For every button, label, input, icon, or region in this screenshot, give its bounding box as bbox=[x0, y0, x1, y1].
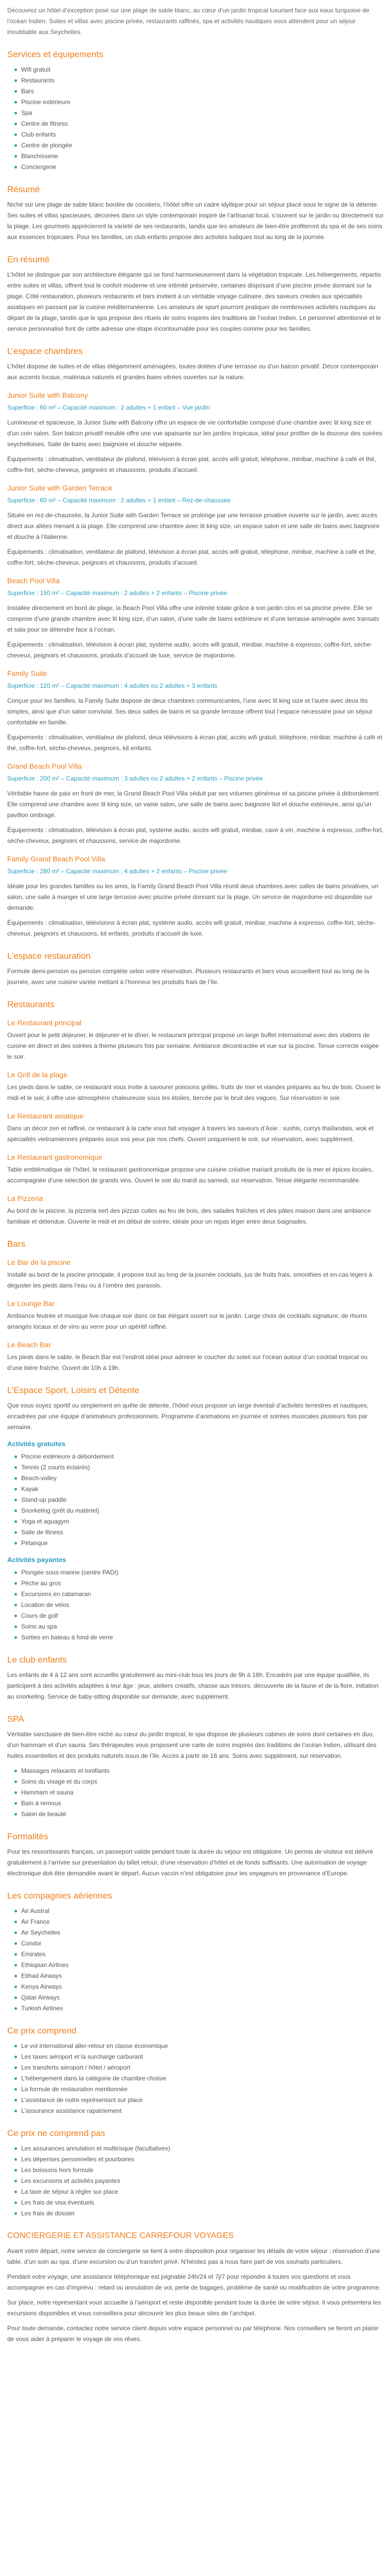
room-card bbox=[7, 575, 384, 661]
room-equipment: Équipements : climatisation, télévisions à écran plat, système audio, accès wifi gratuit, minibar, machine à expresso, coffre-fort, sèche-cheveux, peignoirs et chaussons, kit enfants, produits d’accueil de luxe. bbox=[7, 919, 376, 937]
sport-text: Que vous soyez sportif ou simplement en quête de détente, l’hôtel vous propose un large éventail d’activités terrestres et nautiques, encadrées par une équipe d’animateurs professionnels. Programme d’animations en journée et soirées musicales plusieurs fois par semaine. bbox=[7, 1402, 369, 1431]
free-activity-item: Salle de fitness bbox=[14, 1527, 384, 1538]
formalities-text: Pour les ressortissants français, un passeport valide pendant toute la durée du séjour est obligatoire. Un permis de visiteur est délivré gratuitement à l’arrivée sur présentation du billet retour, d’une réservation d’hôtel et de fonds suffisants. Une autorisation de voyage électronique doit être demandée avant le départ. Aucun vaccin n’est obligatoire pour les voyageurs en provenance d’Europe. bbox=[7, 1848, 373, 1877]
section-bars bbox=[7, 1239, 384, 1374]
bar-text: Les pieds dans le sable, le Beach Bar est l’endroit idéal pour admirer le coucher du soleil sur l’océan autour d’un cocktail tropical ou d’une bière fraîche. Ouvert de 10h à 19h. bbox=[7, 1353, 368, 1371]
room-name: Beach Pool Villa bbox=[7, 577, 60, 585]
section-spa bbox=[7, 1714, 384, 1820]
airline-item: Etihad Airways bbox=[14, 1971, 384, 1981]
services-list bbox=[7, 64, 384, 173]
formalities-title: Formalités bbox=[7, 1832, 48, 1841]
airline-item: Kenya Airways bbox=[14, 1981, 384, 1992]
rooms-title: L’espace chambres bbox=[7, 346, 83, 356]
spa-text: Véritable sanctuaire de bien-être niché au cœur du jardin tropical, le spa dispose de plusieurs cabines de soins dont certaines en duo, d’un hammam et d’un sauna. Ses thérapeutes vous proposent une carte de soins inspirés des traditions de l’océan Indien, utilisant des huiles essentielles et des produits naturels issus de l’île. Accès à partir de 16 ans. Soins avec supplément, sur réservation. bbox=[7, 1731, 377, 1759]
restaurant-card bbox=[7, 1193, 384, 1227]
airlines-title: Les compagnies aériennes bbox=[7, 1891, 112, 1901]
room-equipment: Équipements : climatisation, ventilateur de plafond, télévision à écran plat, accès wifi gratuit, téléphone, minibar, machine à café et thé, coffre-fort, sèche-cheveux, peignoirs et chaussons, produits d’accueil. bbox=[7, 455, 377, 473]
free-activity-item: Stand-up paddle bbox=[14, 1495, 384, 1505]
rooms-intro: L’hôtel dispose de suites et de villas élégamment aménagées, toutes dotées d’une terrasse ou d’un balcon privatif. Décor contemporain aux accents locaux, matériaux naturels et grandes baies vitrées ouvertes sur la nature. bbox=[7, 363, 379, 381]
room-name: Family Grand Beach Pool Villa bbox=[7, 855, 105, 863]
room-details: Superficie : 200 m² – Capacité maximum : 3 adultes ou 2 adultes + 2 enfants – Piscine privée bbox=[7, 775, 263, 782]
room-card bbox=[7, 854, 384, 939]
room-card bbox=[7, 483, 384, 568]
section-kids bbox=[7, 1654, 384, 1702]
restaurant-text: Table emblématique de l’hôtel, le restaurant gastronomique propose une cuisine créative mariant produits de la mer et épices locales, accompagnée d’une sélection de grands vins. Ouvert le soir du mardi au samedi, sur réservation. Tenue élégante recommandée. bbox=[7, 1166, 373, 1184]
dining-text: Formule demi-pension ou pension complète selon votre réservation. Plusieurs restaurants et bars vous accueillent tout au long de la journée, avec une cuisine variée mettant à l’honneur les produits frais de l’île. bbox=[7, 968, 369, 986]
concierge-title: CONCIERGERIE ET ASSISTANCE CARREFOUR VOYAGES bbox=[7, 2231, 234, 2240]
section-formalities bbox=[7, 1831, 384, 1879]
restaurant-name: Le Restaurant principal bbox=[7, 1019, 82, 1027]
airline-item: Turkish Airlines bbox=[14, 2003, 384, 2014]
room-name: Grand Beach Pool Villa bbox=[7, 762, 82, 770]
service-item: Centre de fitness bbox=[14, 118, 384, 129]
kids-text: Les enfants de 4 à 12 ans sont accueillis gratuitement au mini-club tous les jours de 9h à 18h. Encadrés par une équipe qualifiée, ils participent à des activités adaptées à leur âge : jeux, ateliers créatifs, chasse aux trésors, découverte de la faune et de la flore, initiation au snorkeling. Service de baby-sitting disponible sur demande, avec supplément. bbox=[7, 1671, 379, 1700]
room-description: Véritable havre de paix en front de mer, la Grand Beach Pool Villa séduit par ses volumes généreux et sa piscine privée à débordement. Elle comprend une chambre avec lit king size, un vaste salon, une salle de bains avec baignoire îlot et douche extérieure, ainsi qu’un pavillon ombragé. bbox=[7, 790, 380, 819]
room-equipment: Équipements : climatisation, télévision à écran plat, système audio, accès wifi gratuit, minibar, cave à vin, machine à expresso, coffre-fort, sèche-cheveux, peignoirs et chaussons, service de majordome. bbox=[7, 826, 384, 844]
room-details: Superficie : 60 m² – Capacité maximum : 2 adultes + 1 enfant – Vue jardin bbox=[7, 404, 210, 411]
airline-item: Qatar Airways bbox=[14, 1992, 384, 2003]
excludes-item: Les excursions et activités payantes bbox=[14, 2176, 384, 2187]
paid-activity-item: Cours de golf bbox=[14, 1611, 384, 1621]
room-description: Idéale pour les grandes familles ou les amis, la Family Grand Beach Pool Villa réunit deux chambres avec salles de bains privatives, un salon, une salle à manger et une large terrasse avec piscine privée donnant sur la plage. Un service de majordome est disponible sur demande. bbox=[7, 883, 379, 911]
free-activity-item: Beach-volley bbox=[14, 1473, 384, 1484]
service-item: Centre de plongée bbox=[14, 140, 384, 151]
room-card bbox=[7, 761, 384, 846]
bar-text: Ambiance feutrée et musique live chaque soir dans ce bar élégant ouvert sur le jardin. Large choix de cocktails signature, de rhums arrangés locaux et de vins au verre pour un apéritif raffiné. bbox=[7, 1312, 367, 1330]
spa-item: Soins du visage et du corps bbox=[14, 1776, 384, 1787]
restaurant-card bbox=[7, 1018, 384, 1062]
free-activity-item: Piscine extérieure à débordement bbox=[14, 1451, 384, 1462]
section-resume bbox=[7, 184, 384, 243]
restaurants-title: Restaurants bbox=[7, 999, 55, 1009]
restaurant-text: Dans un décor zen et raffiné, ce restaurant à la carte vous fait voyager à travers les saveurs d’Asie : sushis, currys thaïlandais, wok et spécialités vietnamiennes préparés sous vos yeux par nos chefs. Ouvert uniquement le soir, sur réservation, avec supplément. bbox=[7, 1125, 374, 1143]
paid-activity-item: Pêche au gros bbox=[14, 1578, 384, 1589]
paid-activities-title: Activités payantes bbox=[7, 1556, 67, 1564]
bar-card bbox=[7, 1298, 384, 1332]
restaurant-name: Le Restaurant asiatique bbox=[7, 1112, 84, 1120]
section-price-excludes bbox=[7, 2128, 384, 2219]
room-description: Lumineuse et spacieuse, la Junior Suite with Balcony offre un espace de vie confortable composé d’une chambre avec lit king size et d’un coin salon. Son balcon privatif meublé offre une vue apaisante sur les jardins tropicaux, idéal pour profiter de la douceur des soirées seychelloises. Salle de bains avec baignoire et douche séparée. bbox=[7, 419, 382, 448]
room-details: Superficie : 150 m² – Capacité maximum : 2 adultes + 2 enfants – Piscine privée bbox=[7, 589, 227, 597]
room-card bbox=[7, 668, 384, 754]
concierge-paragraph: Avant votre départ, notre service de conciergerie se tient à votre disposition pour organiser les détails de votre séjour : réservation d’une table, d’un soin au spa, d’une excursion ou d’un transfert privé. N’hésitez pas à nous faire part de vos souhaits particuliers. bbox=[7, 2247, 380, 2265]
airlines-list bbox=[7, 1906, 384, 2014]
spa-item: Hammam et sauna bbox=[14, 1787, 384, 1798]
section-en-resume bbox=[7, 254, 384, 334]
free-activity-item: Yoga et aquagym bbox=[14, 1516, 384, 1527]
bar-name: Le Lounge Bar bbox=[7, 1299, 55, 1308]
includes-item: Les taxes aéroport et la surcharge carburant bbox=[14, 2052, 384, 2062]
excludes-item: Les assurances annulation et multirisque (facultatives) bbox=[14, 2143, 384, 2154]
spa-list bbox=[7, 1766, 384, 1820]
restaurant-card bbox=[7, 1111, 384, 1145]
restaurant-name: Le Grill de la plage bbox=[7, 1071, 68, 1079]
includes-item: Le vol international aller-retour en classe économique bbox=[14, 2041, 384, 2052]
free-activity-item: Snorkeling (prêt du matériel) bbox=[14, 1505, 384, 1516]
excludes-item: Les boissons hors formule bbox=[14, 2165, 384, 2176]
restaurant-card bbox=[7, 1152, 384, 1186]
room-name: Junior Suite with Balcony bbox=[7, 391, 88, 399]
restaurant-card bbox=[7, 1070, 384, 1104]
en-resume-title: En résumé bbox=[7, 255, 50, 264]
service-item: Bars bbox=[14, 86, 384, 97]
paid-activity-item: Sorties en bateau à fond de verre bbox=[14, 1632, 384, 1643]
excludes-item: Les frais de visa éventuels bbox=[14, 2197, 384, 2208]
section-sport bbox=[7, 1385, 384, 1643]
room-description: Située en rez-de-chaussée, la Junior Suite with Garden Terrace se prolonge par une terrasse privative ouverte sur le jardin, avec accès direct aux allées menant à la plage. Elle comprend une chambre avec lit king size, un espace salon et une salle de bains avec baignoire et douche à l’italienne. bbox=[7, 512, 380, 540]
services-title: Services et équipements bbox=[7, 49, 104, 59]
section-price-includes bbox=[7, 2025, 384, 2116]
paid-activity-item: Plongée sous-marine (centre PADI) bbox=[14, 1567, 384, 1578]
airline-item: Condor bbox=[14, 1938, 384, 1949]
bar-card bbox=[7, 1257, 384, 1291]
room-card bbox=[7, 390, 384, 476]
includes-item: La formule de restauration mentionnée bbox=[14, 2084, 384, 2095]
resume-text: Niché sur une plage de sable blanc bordée de cocotiers, l’hôtel offre un cadre idyllique pour un séjour placé sous le signe de la détente. Ses suites et villas spacieuses, décorées dans un style contemporain inspiré de l’artisanat local, s’ouvrent sur le jardin ou directement sur la plage. Les gourmets apprécieront la variété de ses restaurants, tandis que les amateurs de bien-être profiteront du spa et de ses soins aux essences tropicales. Pour les familles, un club enfants propose des activités ludiques tout au long de la journée. bbox=[7, 201, 384, 241]
room-details: Superficie : 60 m² – Capacité maximum : 2 adultes + 1 enfant – Rez-de-chaussée bbox=[7, 497, 231, 504]
bars-title: Bars bbox=[7, 1239, 25, 1249]
restaurant-text: Les pieds dans le sable, ce restaurant vous invite à savourer poissons grillés, fruits de mer et viandes préparés au feu de bois. Ouvert le midi et le soir, il offre une atmosphère chaleureuse sous les étoiles, bercée par le bruit des vagues. Sur réservation le soir. bbox=[7, 1083, 381, 1101]
free-activity-item: Tennis (2 courts éclairés) bbox=[14, 1462, 384, 1473]
room-description: Conçue pour les familles, la Family Suite dispose de deux chambres communicantes, l’une avec lit king size et l’autre avec deux lits simples, ainsi que d’un salon convivial. Ses deux salles de bains et sa grande terrasse offrent tout l’espace nécessaire pour un séjour confortable en famille. bbox=[7, 697, 373, 726]
includes-item: Les transferts aéroport / hôtel / aéroport bbox=[14, 2062, 384, 2073]
free-activities-title: Activités gratuites bbox=[7, 1440, 66, 1448]
room-details: Superficie : 280 m² – Capacité maximum : 4 adultes + 2 enfants – Piscine privée bbox=[7, 868, 227, 875]
section-airlines bbox=[7, 1890, 384, 2014]
restaurant-name: Le Restaurant gastronomique bbox=[7, 1153, 103, 1161]
room-name: Junior Suite with Garden Terrace bbox=[7, 484, 112, 492]
includes-item: L’assistance de notre représentant sur place bbox=[14, 2095, 384, 2106]
bar-text: Installé au bord de la piscine principale, il propose tout au long de la journée cocktails, jus de fruits frais, smoothies et en-cas légers à déguster les pieds dans l’eau ou à l’ombre des parasols. bbox=[7, 1271, 372, 1289]
restaurant-text: Au bord de la piscine, la pizzeria sert des pizzas cuites au feu de bois, des salades fraîches et des pâtes maison dans une ambiance familiale et détendue. Ouverte le midi et en début de soirée, idéale pour un repas léger entre deux baignades. bbox=[7, 1207, 371, 1225]
service-item: Blanchisserie bbox=[14, 151, 384, 162]
airline-item: Air Austral bbox=[14, 1906, 384, 1917]
section-concierge bbox=[7, 2230, 384, 2345]
airline-item: Emirates bbox=[14, 1949, 384, 1960]
airline-item: Ethiopian Airlines bbox=[14, 1960, 384, 1971]
room-equipment: Équipements : climatisation, télévision à écran plat, système audio, accès wifi gratuit, minibar, machine à expresso, coffre-fort, sèche-cheveux, peignoirs et chaussons, produits d’accueil de luxe, service de majordome. bbox=[7, 641, 373, 659]
free-activities-list bbox=[7, 1451, 384, 1549]
section-services bbox=[7, 49, 384, 173]
paid-activity-item: Excursions en catamaran bbox=[14, 1589, 384, 1600]
room-description: Installée directement en bord de plage, la Beach Pool Villa offre une intimité totale grâce à son jardin clos et sa piscine privée. Elle se compose d’une grande chambre avec lit king size, d’un salon, d’une salle de bains extérieure et d’une terrasse aménagée avec transats et sala pour se détendre face à l’océan. bbox=[7, 604, 380, 633]
concierge-paragraph: Pendant votre voyage, une assistance téléphonique est joignable 24h/24 et 7j/7 pour répondre à toutes vos questions et vous accompagner en cas d’imprévu : retard ou annulation de vol, perte de bagages, problème de santé ou modification de votre programme. bbox=[7, 2273, 381, 2291]
section-restaurants bbox=[7, 999, 384, 1227]
spa-item: Salon de beauté bbox=[14, 1809, 384, 1820]
service-item: Wifi gratuit bbox=[14, 64, 384, 75]
bar-name: Le Beach Bar bbox=[7, 1341, 51, 1349]
spa-item: Massages relaxants et tonifiants bbox=[14, 1766, 384, 1776]
spa-title: SPA bbox=[7, 1714, 24, 1724]
en-resume-text: L’hôtel se distingue par son architecture élégante qui se fond harmonieusement dans la végétation tropicale. Les hébergements, répartis entre suites et villas, offrent tout le confort moderne et une intimité préservée, certaines disposant d’une piscine privée donnant sur la plage. Côté restauration, plusieurs restaurants et bars invitent à un véritable voyage culinaire, des saveurs créoles aux spécialités asiatiques en passant par la cuisine méditerranéenne. Les amateurs de sport pourront pratiquer de nombreuses activités nautiques au départ de la plage, tandis que le spa propose des rituels de soins inspirés des traditions de l’océan Indien. Le personnel attentionné et le service personnalisé font de cette adresse une étape incontournable pour les couples comme pour les familles. bbox=[7, 271, 381, 332]
airline-item: Air Seychelles bbox=[14, 1927, 384, 1938]
includes-title: Ce prix comprend bbox=[7, 2026, 77, 2036]
bar-name: Le Bar de la piscine bbox=[7, 1258, 71, 1266]
includes-list bbox=[7, 2041, 384, 2116]
room-name: Family Suite bbox=[7, 669, 47, 677]
room-equipment: Équipements : climatisation, ventilateur de plafond, télévision à écran plat, accès wifi gratuit, téléphone, minibar, machine à café et thé, coffre-fort, sèche-cheveux, peignoirs et chaussons, produits d’accueil. bbox=[7, 548, 377, 566]
kids-title: Le club enfants bbox=[7, 1655, 67, 1665]
sport-title: L’Espace Sport, Loisirs et Détente bbox=[7, 1385, 140, 1395]
section-rooms bbox=[7, 346, 384, 939]
intro-text: Découvrez un hôtel d’exception posé sur une plage de sable blanc, au cœur d’un jardin tropical luxuriant face aux eaux turquoise de l’océan Indien. Suites et villas avec piscine privée, restaurants raffinés, spa et activités nautiques vous attendent pour un séjour inoubliable aux Seychelles. bbox=[7, 7, 369, 36]
bar-card bbox=[7, 1340, 384, 1374]
excludes-item: Les dépenses personnelles et pourboires bbox=[14, 2154, 384, 2165]
paid-activity-item: Location de vélos bbox=[14, 1600, 384, 1611]
includes-item: L’hébergement dans la catégorie de chambre choisie bbox=[14, 2073, 384, 2084]
excludes-item: La taxe de séjour à régler sur place bbox=[14, 2187, 384, 2197]
free-activity-item: Pétanque bbox=[14, 1538, 384, 1549]
concierge-paragraph: Sur place, notre représentant vous accueille à l’aéroport et reste disponible pendant toute la durée de votre séjour. Il vous présentera les excursions disponibles et vous conseillera pour découvrir les plus beaux sites de l’archipel. bbox=[7, 2299, 381, 2317]
service-item: Restaurants bbox=[14, 75, 384, 86]
resume-title: Résumé bbox=[7, 184, 40, 194]
concierge-paragraph: Pour toute demande, contactez notre service client depuis votre espace personnel ou par téléphone. Nos conseillers se feront un plaisir de vous aider à préparer le voyage de vos rêves. bbox=[7, 2325, 379, 2343]
service-item: Conciergerie bbox=[14, 162, 384, 173]
includes-item: L’assurance assistance rapatriement bbox=[14, 2106, 384, 2116]
spa-item: Bain à remous bbox=[14, 1798, 384, 1809]
service-item: Club enfants bbox=[14, 129, 384, 140]
excludes-title: Ce prix ne comprend pas bbox=[7, 2128, 105, 2138]
service-item: Spa bbox=[14, 108, 384, 118]
service-item: Piscine extérieure bbox=[14, 97, 384, 108]
excludes-list bbox=[7, 2143, 384, 2219]
restaurant-text: Ouvert pour le petit déjeuner, le déjeuner et le dîner, le restaurant principal propose un large buffet international avec des stations de cuisine en direct et des soirées à thème plusieurs fois par semaine. Ambiance décontractée et vue sur la piscine. Tenue correcte exigée le soir. bbox=[7, 1031, 379, 1060]
free-activity-item: Kayak bbox=[14, 1484, 384, 1495]
airline-item: Air France bbox=[14, 1917, 384, 1927]
room-equipment: Équipements : climatisation, ventilateur de plafond, deux télévisions à écran plat, accès wifi gratuit, téléphone, minibar, machine à café et thé, coffre-fort, sèche-cheveux, peignoirs, kit enfants. bbox=[7, 734, 383, 752]
room-details: Superficie : 120 m² – Capacité maximum : 4 adultes ou 2 adultes + 3 enfants bbox=[7, 682, 218, 689]
restaurant-name: La Pizzeria bbox=[7, 1194, 43, 1202]
paid-activity-item: Soins au spa bbox=[14, 1621, 384, 1632]
excludes-item: Les frais de dossier bbox=[14, 2208, 384, 2219]
dining-title: L’espace restauration bbox=[7, 951, 91, 961]
section-dining bbox=[7, 951, 384, 988]
paid-activities-list bbox=[7, 1567, 384, 1643]
